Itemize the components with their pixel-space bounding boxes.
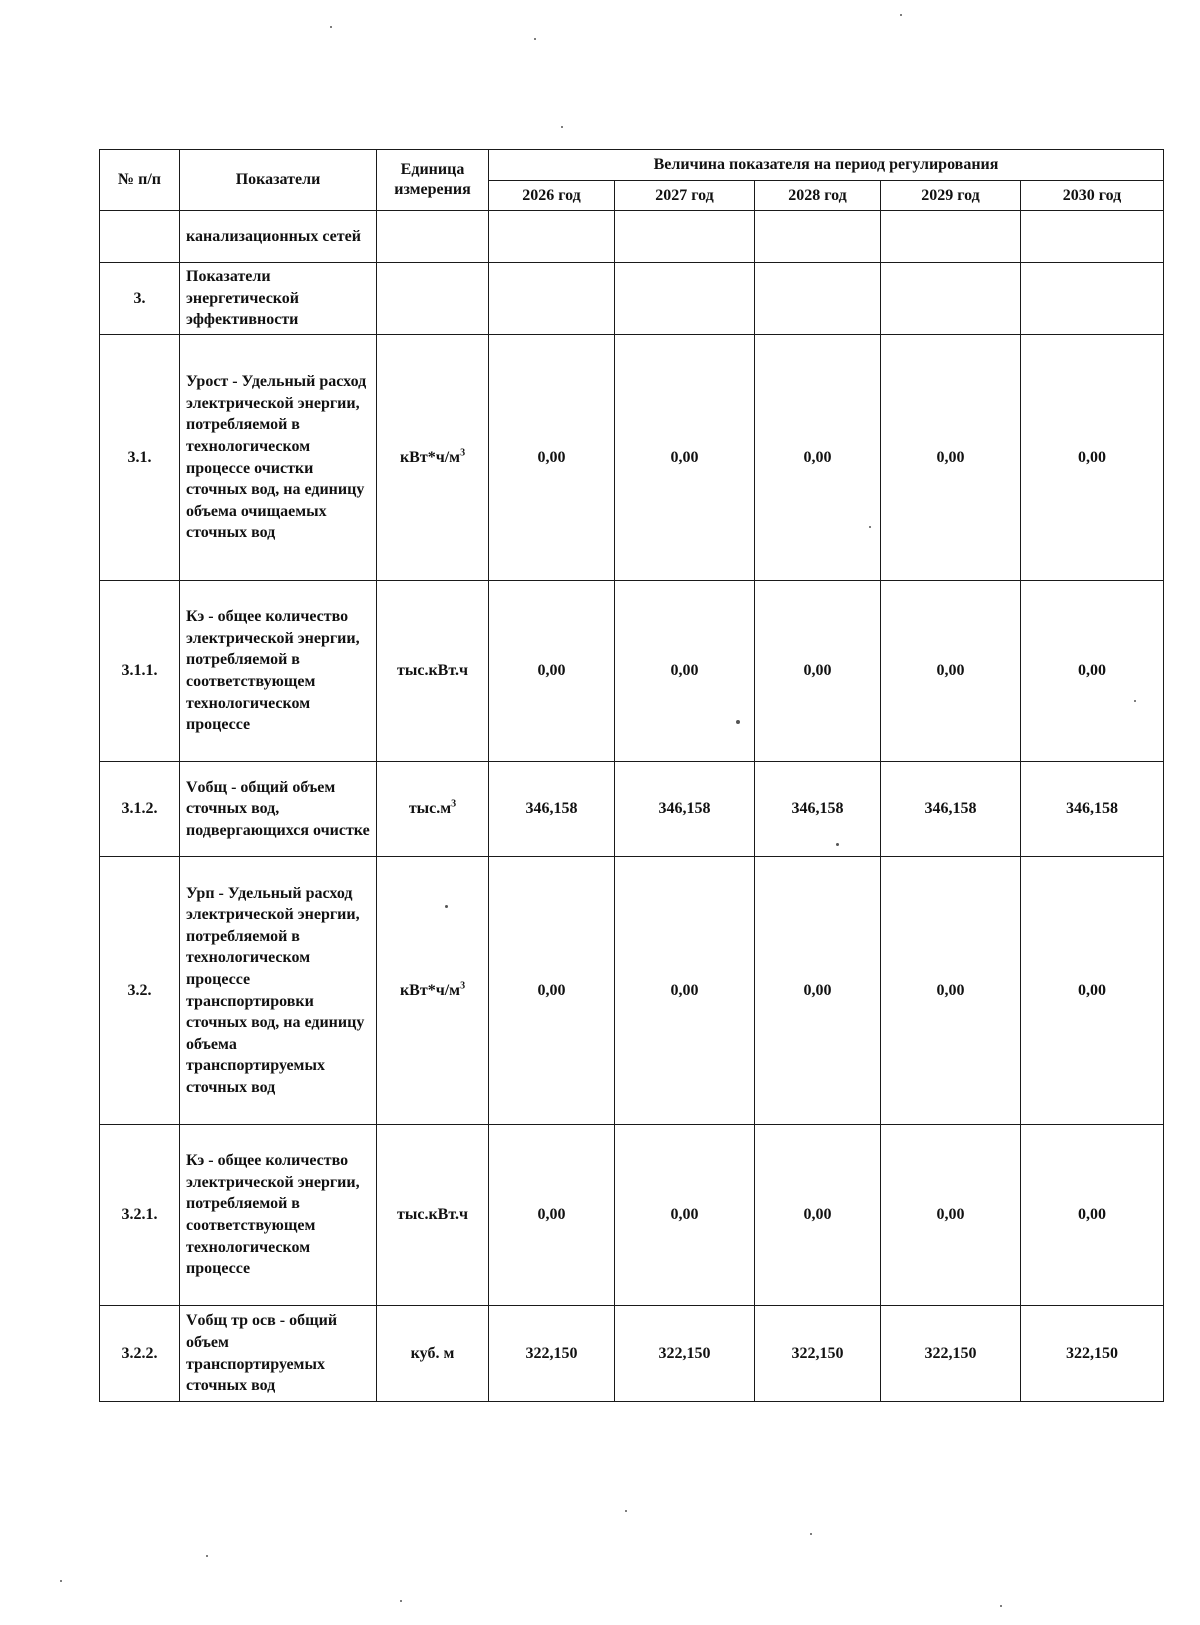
header-period-group: Величина показателя на период регулирования	[489, 150, 1164, 181]
row-value-2028: 346,158	[755, 762, 881, 857]
row-number: 3.1.1.	[100, 581, 180, 762]
row-value-2028	[755, 211, 881, 263]
row-number: 3.1.2.	[100, 762, 180, 857]
row-indicator: Показатели энергетической эффективности	[180, 263, 377, 335]
row-value-2030: 322,150	[1021, 1306, 1164, 1402]
scan-speck	[561, 126, 563, 128]
table-row	[100, 1306, 1164, 1402]
row-number: 3.2.2.	[100, 1306, 180, 1402]
table-body	[100, 211, 1164, 1402]
row-unit	[377, 335, 489, 581]
row-unit	[377, 263, 489, 335]
header-year-2030: 2030 год	[1021, 181, 1164, 211]
row-value-2027: 0,00	[615, 335, 755, 581]
row-value-2027	[615, 211, 755, 263]
row-value-2028: 0,00	[755, 581, 881, 762]
row-value-2029: 322,150	[881, 1306, 1021, 1402]
row-value-2029: 0,00	[881, 581, 1021, 762]
row-unit	[377, 211, 489, 263]
scan-speck	[1000, 1605, 1002, 1607]
row-value-2026: 322,150	[489, 1306, 615, 1402]
row-value-2030: 0,00	[1021, 335, 1164, 581]
header-unit: Единица измерения	[377, 150, 489, 211]
scan-speck	[445, 905, 448, 908]
row-value-2026: 0,00	[489, 335, 615, 581]
row-value-2029: 346,158	[881, 762, 1021, 857]
row-value-2026: 0,00	[489, 857, 615, 1125]
row-value-2027: 346,158	[615, 762, 755, 857]
row-value-2027	[615, 263, 755, 335]
row-value-2026	[489, 211, 615, 263]
scan-speck	[736, 720, 740, 724]
row-value-2030: 0,00	[1021, 1125, 1164, 1306]
table-row	[100, 335, 1164, 581]
row-indicator: Vобщ тр осв - общий объем транспортируемых сточных вод	[180, 1306, 377, 1402]
row-indicator: Урп - Удельный расход электрической энергии, потребляемой в технологическом процессе транспортировки сточных вод, на единицу объема транспортируемых сточных вод	[180, 857, 377, 1125]
scan-speck	[206, 1555, 208, 1557]
scan-speck	[400, 1600, 402, 1602]
row-value-2029: 0,00	[881, 1125, 1021, 1306]
row-indicator: канализационных сетей	[180, 211, 377, 263]
row-value-2026: 0,00	[489, 581, 615, 762]
row-value-2026: 346,158	[489, 762, 615, 857]
header-year-2026: 2026 год	[489, 181, 615, 211]
row-value-2027: 322,150	[615, 1306, 755, 1402]
table-row	[100, 211, 1164, 263]
row-value-2030: 346,158	[1021, 762, 1164, 857]
table-row	[100, 857, 1164, 1125]
table-header	[100, 150, 1164, 211]
row-unit: тыс.кВт.ч	[377, 1125, 489, 1306]
row-value-2029	[881, 211, 1021, 263]
header-indicator: Показатели	[180, 150, 377, 211]
scan-speck	[869, 526, 871, 528]
scan-speck	[900, 14, 902, 16]
header-year-2029: 2029 год	[881, 181, 1021, 211]
row-value-2030	[1021, 263, 1164, 335]
row-value-2027: 0,00	[615, 857, 755, 1125]
row-value-2028: 0,00	[755, 857, 881, 1125]
row-value-2029: 0,00	[881, 335, 1021, 581]
unit-superscript: 3	[460, 447, 466, 459]
row-value-2026	[489, 263, 615, 335]
row-value-2026: 0,00	[489, 1125, 615, 1306]
row-value-2029	[881, 263, 1021, 335]
scan-speck	[625, 1510, 627, 1512]
header-year-2027: 2027 год	[615, 181, 755, 211]
row-indicator: Урост - Удельный расход электрической энергии, потребляемой в технологическом процессе очистки сточных вод, на единицу объема очищаемых сточных вод	[180, 335, 377, 581]
row-unit: куб. м	[377, 1306, 489, 1402]
table-row	[100, 263, 1164, 335]
row-number: 3.	[100, 263, 180, 335]
row-value-2028: 0,00	[755, 335, 881, 581]
row-value-2028: 0,00	[755, 1125, 881, 1306]
row-value-2030	[1021, 211, 1164, 263]
row-value-2027: 0,00	[615, 1125, 755, 1306]
unit-base: кВт*ч/м	[399, 981, 461, 999]
row-value-2028: 322,150	[755, 1306, 881, 1402]
row-indicator: Кэ - общее количество электрической энергии, потребляемой в соответствующем технологическом процессе	[180, 1125, 377, 1306]
row-number	[100, 211, 180, 263]
header-num: № п/п	[100, 150, 180, 211]
unit-base: кВт*ч/м	[399, 448, 461, 466]
scan-speck	[810, 1533, 812, 1535]
scan-speck	[534, 38, 536, 40]
row-value-2028	[755, 263, 881, 335]
row-indicator: Кэ - общее количество электрической энергии, потребляемой в соответствующем технологическом процессе	[180, 581, 377, 762]
unit-superscript: 3	[451, 798, 457, 810]
indicators-table	[99, 149, 1164, 1402]
header-year-2028: 2028 год	[755, 181, 881, 211]
row-value-2030: 0,00	[1021, 581, 1164, 762]
row-unit	[377, 762, 489, 857]
row-number: 3.2.1.	[100, 1125, 180, 1306]
row-value-2029: 0,00	[881, 857, 1021, 1125]
row-unit	[377, 857, 489, 1125]
scan-speck	[60, 1580, 62, 1582]
row-unit: тыс.кВт.ч	[377, 581, 489, 762]
unit-base: тыс.м	[408, 800, 452, 817]
row-value-2030: 0,00	[1021, 857, 1164, 1125]
scan-speck	[836, 843, 839, 846]
unit-superscript: 3	[460, 980, 466, 992]
row-number: 3.2.	[100, 857, 180, 1125]
row-indicator: Vобщ - общий объем сточных вод, подвергающихся очистке	[180, 762, 377, 857]
table-row	[100, 581, 1164, 762]
table-row	[100, 1125, 1164, 1306]
table-row	[100, 762, 1164, 857]
scan-speck	[1134, 700, 1136, 702]
scan-speck	[330, 26, 332, 28]
row-number: 3.1.	[100, 335, 180, 581]
row-value-2027: 0,00	[615, 581, 755, 762]
